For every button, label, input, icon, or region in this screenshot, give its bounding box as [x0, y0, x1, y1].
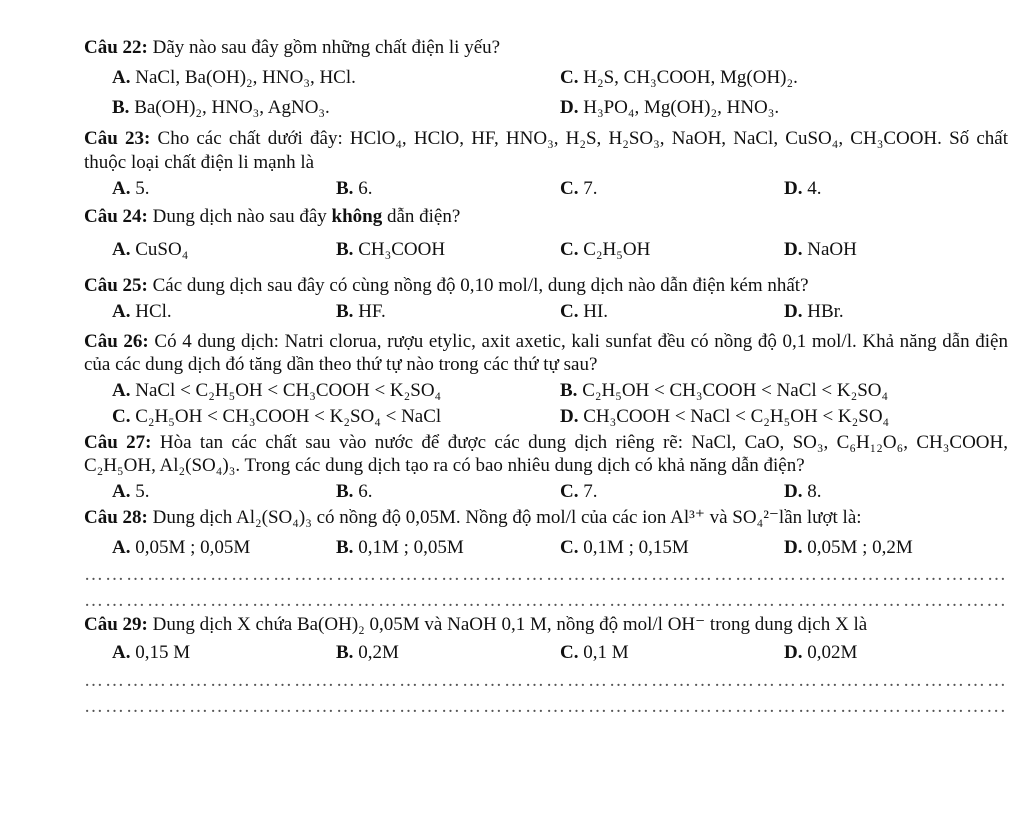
question-number: Câu 22: [84, 37, 148, 58]
option-d: D. 0,02M [784, 642, 858, 663]
question-text: Cho các chất dưới đây: HClO₄, HClO, HF, HNO₃, H₂S, H₂SO₃, NaOH, NaCl, CuSO₄, CH₃COOH. Số chất thuộc loại chất điện li mạnh là [84, 128, 1009, 173]
question-24: Câu 24: Dung dịch nào sau đây không dẫn điện? [84, 205, 461, 227]
question-25 [84, 274, 1008, 298]
option-c: C. 0,1 M [560, 642, 629, 663]
option-b: B. HF. [336, 300, 386, 322]
question-number: Câu 28: [84, 506, 148, 528]
option-c: C. C₂H₅OH < CH₃COOH < K₂SO₄ < NaCl [112, 405, 442, 427]
question-28 [84, 506, 1008, 530]
option-b: B. 0,1M ; 0,05M [336, 536, 464, 558]
question-number: Câu 23: [84, 128, 151, 150]
option-a: A. 5. [112, 481, 150, 502]
option-b: B. CH₃COOH [336, 239, 446, 261]
question-text: Dung dịch Al₂(SO₄)₃ có nồng độ 0,05M. Nồng độ mol/l của các ion Al³⁺ và SO₄²⁻lần lượt là: [152, 506, 862, 528]
option-b: B. Ba(OH)₂, HNO₃, AgNO₃. [112, 96, 330, 118]
options-row [84, 480, 1008, 504]
option-a: A. CuSO₄ [112, 239, 189, 261]
options-row [84, 405, 1008, 429]
question-text: Các dung dịch sau đây có cùng nồng độ 0,10 mol/l, dung dịch nào dẫn điện kém nhất? [152, 275, 809, 296]
answer-line: …………………………………………………………………………………………………………………… [84, 564, 1008, 586]
option-d: D. 4. [784, 177, 822, 199]
option-c: C. H₂S, CH₃COOH, Mg(OH)₂. [560, 66, 798, 88]
option-c: C. C₂H₅OH [560, 239, 651, 261]
option-c: C. 7. [560, 177, 598, 199]
option-d: D. H₃PO₄, Mg(OH)₂, HNO₃. [560, 96, 780, 118]
question-number: Câu 24: [84, 205, 148, 227]
option-d: D. HBr. [784, 300, 844, 322]
options-row [84, 66, 1008, 90]
option-c: C. 7. [560, 481, 598, 502]
answer-line: …………………………………………………………………………………………………………………... [84, 590, 1008, 612]
question-text: Dãy nào sau đây gồm những chất điện li yếu? [152, 37, 501, 58]
question-number: Câu 26: [84, 330, 149, 352]
answer-line: …………………………………………………………………………………………………………………… [84, 669, 1008, 691]
question-number: Câu 25: [84, 275, 148, 296]
question-27 [84, 431, 1008, 479]
options-row [84, 536, 1008, 560]
question-text: Hòa tan các chất sau vào nước để được các dung dịch riêng rẽ: NaCl, CaO, SO₃, C₆H₁₂O₆, CH₃COOH, C₂H₅OH, Al₂(SO₄)₃. Trong các dung dịch tạo ra có bao nhiêu dung dịch có khả năng dẫn điện? [84, 431, 1008, 477]
option-c: C. HI. [560, 300, 609, 322]
option-a: A. 0,15 M [112, 642, 191, 663]
option-a: A. 0,05M ; 0,05M [112, 536, 251, 558]
question-number: Câu 29: [84, 614, 148, 636]
question-text: Dung dịch X chứa Ba(OH)₂ 0,05M và NaOH 0,1 M, nồng độ mol/l OH⁻ trong dung dịch X là [152, 614, 868, 636]
option-a: A. NaCl, Ba(OH)₂, HNO₃, HCl. [112, 66, 356, 88]
worksheet [84, 36, 1008, 717]
option-d: D. 8. [784, 481, 822, 502]
question-29 [84, 613, 1008, 637]
options-row [84, 379, 1008, 403]
answer-line: …………………………………………………………………………………………………………………... [84, 695, 1008, 717]
option-b: B. 6. [336, 177, 373, 199]
options-row [84, 238, 1008, 262]
option-d: D. NaOH [784, 239, 857, 261]
options-row [84, 641, 1008, 665]
question-22 [84, 36, 1008, 60]
question-text: Có 4 dung dịch: Natri clorua, rượu etylic, axit axetic, kali sunfat đều có nồng độ 0,1 mol/l. Khả năng dẫn điện của các dung dịch đó tăng dần theo thứ tự nào trong các thứ tự sau? [84, 330, 1008, 376]
option-a: A. HCl. [112, 300, 172, 322]
option-b: B. 0,2M [336, 642, 399, 663]
option-a: A. 5. [112, 177, 150, 199]
question-26 [84, 330, 1008, 378]
question-23 [84, 127, 1008, 175]
option-b: B. C₂H₅OH < CH₃COOH < NaCl < K₂SO₄ [560, 380, 889, 401]
option-c: C. 0,1M ; 0,15M [560, 536, 689, 558]
question-number: Câu 27: [84, 431, 152, 453]
option-d: D. 0,05M ; 0,2M [784, 536, 913, 558]
option-d: D. CH₃COOH < NaCl < C₂H₅OH < K₂SO₄ [560, 405, 890, 427]
option-b: B. 6. [336, 481, 373, 502]
options-row [84, 300, 1008, 324]
option-a: A. NaCl < C₂H₅OH < CH₃COOH < K₂SO₄ [112, 380, 442, 401]
options-row [84, 177, 1008, 201]
options-row [84, 96, 1008, 120]
